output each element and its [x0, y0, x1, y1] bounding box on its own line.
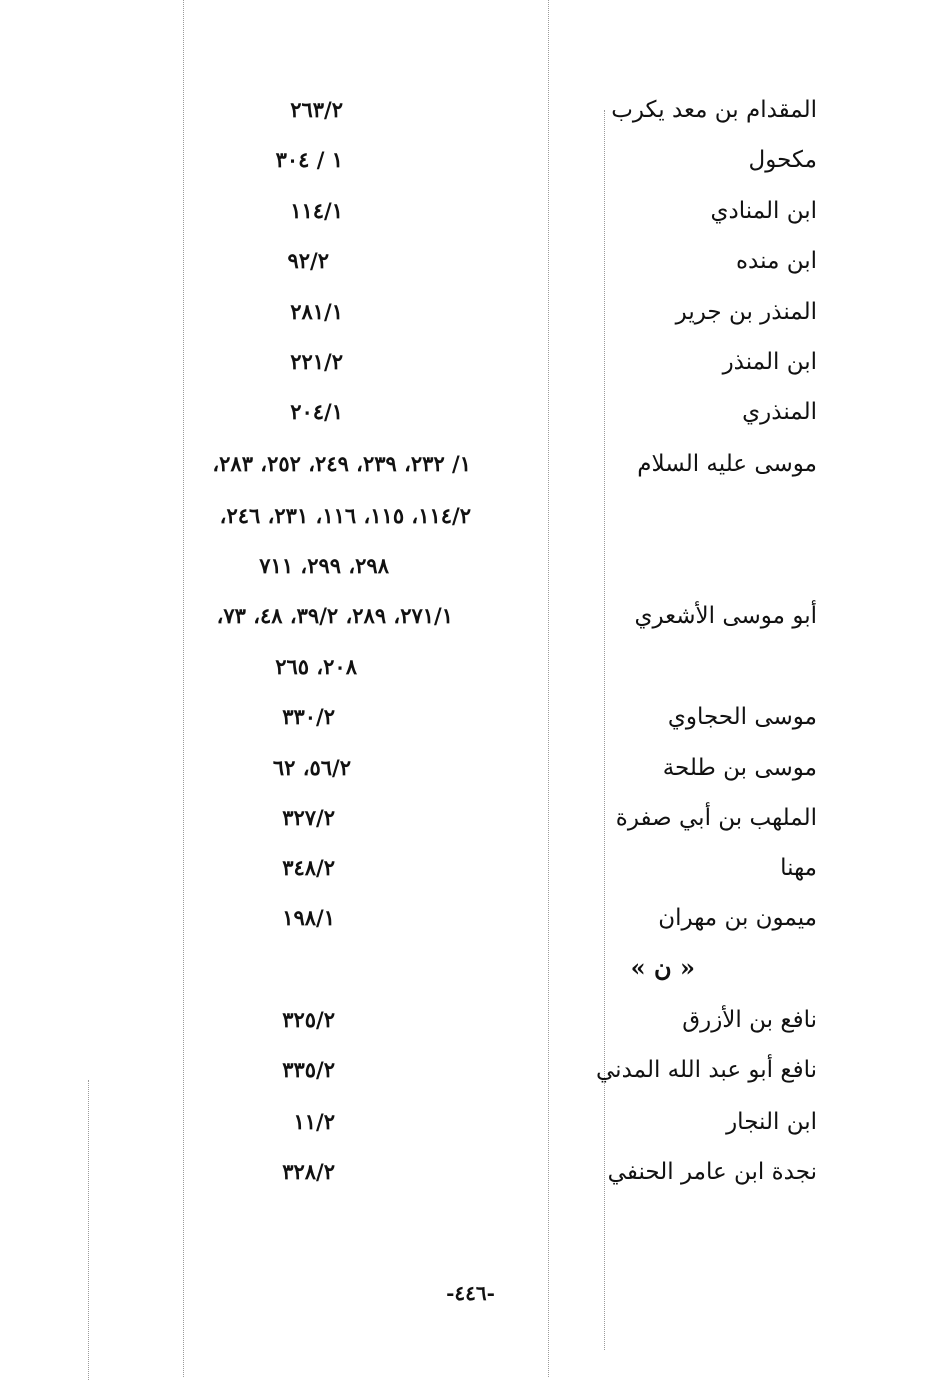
entry-name: موسى عليه السلام: [637, 451, 817, 477]
index-entry: [0, 90, 941, 130]
entry-name: ميمون بن مهران: [658, 905, 817, 931]
entry-refs: ٥٦/٢، ٦٢: [272, 755, 351, 780]
index-entry: [0, 748, 941, 788]
entry-name: ابن منده: [736, 248, 817, 274]
entry-refs: ٣٢٧/٢: [282, 805, 335, 830]
index-entry: [0, 1152, 941, 1192]
entry-refs: ٢٩٨، ٢٩٩، ٧١١: [259, 553, 389, 578]
index-entry: [0, 292, 941, 332]
entry-refs: ٣٣٥/٢: [282, 1057, 335, 1082]
entry-refs: ١ / ٣٠٤: [275, 147, 343, 172]
entry-name: المنذر بن جرير: [675, 299, 817, 325]
entry-name: الملهب بن أبي صفرة: [615, 805, 817, 831]
entry-name: موسى الحجاوي: [667, 704, 817, 730]
entry-refs: ٣٢٥/٢: [282, 1007, 335, 1032]
section-letter: « ن »: [630, 953, 695, 982]
entry-refs: ٣٢٨/٢: [282, 1159, 335, 1184]
entry-name: أبو موسى الأشعري: [634, 603, 817, 629]
entry-refs: ٢٧١/١، ٢٨٩، ٣٩/٢، ٤٨، ٧٣،: [216, 603, 453, 628]
entry-name: المنذري: [742, 399, 817, 425]
entry-name: المقدام بن معد يكرب: [611, 97, 817, 123]
index-entry: [0, 1050, 941, 1090]
entry-refs: ٣٣٠/٢: [282, 704, 335, 729]
entry-name: نافع أبو عبد الله المدني: [596, 1057, 817, 1083]
entry-name: ابن النجار: [726, 1109, 817, 1135]
entry-refs: ١٩٨/١: [282, 905, 335, 930]
index-entry: [0, 444, 941, 484]
index-entry-continuation: [0, 546, 941, 586]
entry-refs: ٢٢١/٢: [290, 349, 343, 374]
entry-name: ابن المنذر: [722, 349, 817, 375]
index-entry: [0, 798, 941, 838]
entry-refs: ٢٠٨، ٢٦٥: [275, 654, 357, 679]
entry-refs: ٣٤٨/٢: [282, 855, 335, 880]
entry-refs: ٢٨١/١: [290, 299, 343, 324]
index-entry: [0, 1102, 941, 1142]
index-entry: [0, 140, 941, 180]
index-entry: [0, 1000, 941, 1040]
entry-name: نافع بن الأزرق: [682, 1007, 817, 1033]
index-entry-continuation: [0, 647, 941, 687]
entry-refs: ٢٠٤/١: [290, 399, 343, 424]
index-entry: [0, 241, 941, 281]
page-number: -٤٤٦-: [446, 1281, 495, 1305]
entry-refs: ٩٢/٢: [287, 248, 329, 273]
index-entry: [0, 697, 941, 737]
entry-refs: ١١٤/١: [290, 198, 343, 223]
entry-name: ابن المنادي: [710, 198, 817, 224]
entry-refs: ٢٦٣/٢: [290, 97, 343, 122]
index-entry: [0, 848, 941, 888]
entry-name: نجدة ابن عامر الحنفي: [607, 1159, 817, 1185]
entry-refs: ١١/٢: [293, 1109, 335, 1134]
entry-refs: ١/ ٢٣٢، ٢٣٩، ٢٤٩، ٢٥٢، ٢٨٣،: [212, 451, 471, 476]
index-entry: [0, 191, 941, 231]
index-entry: [0, 898, 941, 938]
index-entry: [0, 596, 941, 636]
section-header: [0, 948, 941, 988]
index-entry-continuation: [0, 496, 941, 536]
index-entry: [0, 342, 941, 382]
entry-name: مكحول: [748, 147, 817, 173]
entry-refs: ١١٤/٢، ١١٥، ١١٦، ٢٣١، ٢٤٦،: [219, 503, 471, 528]
index-entry: [0, 392, 941, 432]
entry-name: مهنا: [780, 855, 817, 881]
entry-name: موسى بن طلحة: [662, 755, 817, 781]
